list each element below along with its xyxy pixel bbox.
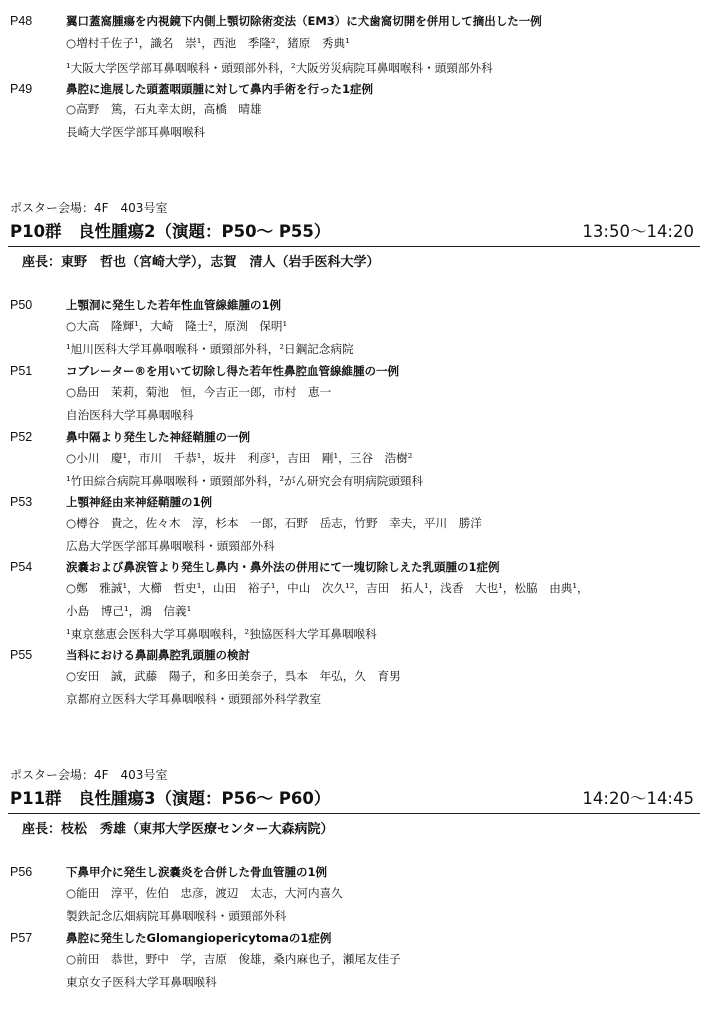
abstract-affiliation: ¹東京慈恵会医科大学耳鼻咽喉科，²独協医科大学耳鼻咽喉科 <box>66 627 377 641</box>
venue-label: ポスター会場：4F 403号室 <box>10 768 168 782</box>
abstract-number: P52 <box>10 430 33 444</box>
session-chair: 座長：東野 哲也（宮崎大学），志賀 清人（岩手医科大学） <box>22 255 380 270</box>
divider <box>8 813 700 814</box>
abstract-number: P49 <box>10 82 33 96</box>
abstract-authors: ○安田 誠，武藤 陽子，和多田美奈子，呉本 年弘，久 育男 <box>66 669 401 683</box>
abstract-number: P57 <box>10 931 33 945</box>
abstract-authors: ○島田 茉莉，菊池 恒，今吉正一郎，市村 恵一 <box>66 385 332 399</box>
session-title: P10群 良性腫瘍2（演題：P50〜 P55） <box>10 222 331 241</box>
abstract-affiliation: 製鉄記念広畑病院耳鼻咽喉科・頭頸部外科 <box>66 909 287 923</box>
abstract-authors: ○増村千佐子¹，識名 崇¹，西池 季隆²，猪原 秀典¹ <box>66 36 350 50</box>
abstract-number: P48 <box>10 14 33 28</box>
abstract-number: P53 <box>10 495 33 509</box>
abstract-title: 涙嚢および鼻涙管より発生し鼻内・鼻外法の併用にて一塊切除しえた乳頭腫の1症例 <box>66 560 500 574</box>
session-time: 14:20〜14:45 <box>582 789 694 808</box>
session-time: 13:50〜14:20 <box>582 222 694 241</box>
abstract-title: 翼口蓋窩腫瘍を内視鏡下内側上顎切除術変法（EM3）に犬歯窩切開を併用して摘出した一例 <box>66 14 542 28</box>
abstract-number: P55 <box>10 648 33 662</box>
abstract-authors: ○大高 隆輝¹，大崎 隆士²，原渕 保明¹ <box>66 319 288 333</box>
abstract-title: 上顎洞に発生した若年性血管線維腫の1例 <box>66 298 281 312</box>
abstract-authors-continued: 小島 博己¹，鴻 信義¹ <box>66 604 192 618</box>
abstract-number: P51 <box>10 364 33 378</box>
abstract-authors: ○樽谷 貴之，佐々木 淳，杉本 一郎，石野 岳志，竹野 幸夫，平川 勝洋 <box>66 516 482 530</box>
abstract-authors: ○高野 篤，石丸幸太朗，高橋 晴雄 <box>66 102 262 116</box>
abstract-affiliation: 東京女子医科大学耳鼻咽喉科 <box>66 975 217 989</box>
abstract-authors: ○能田 淳平，佐伯 忠彦，渡辺 太志，大河内喜久 <box>66 886 343 900</box>
session-chair: 座長：枝松 秀雄（東邦大学医療センター大森病院） <box>22 822 334 837</box>
venue-label: ポスター会場：4F 403号室 <box>10 201 168 215</box>
session-title: P11群 良性腫瘍3（演題：P56〜 P60） <box>10 789 331 808</box>
abstract-authors: ○小川 慶¹，市川 千恭¹，坂井 利彦¹，吉田 剛¹，三谷 浩樹² <box>66 451 413 465</box>
abstract-affiliation: 広島大学医学部耳鼻咽喉科・頭頸部外科 <box>66 539 275 553</box>
abstract-authors: ○前田 恭世，野中 学，吉原 俊雄，桑内麻也子，瀬尾友佳子 <box>66 952 401 966</box>
abstract-title: 当科における鼻副鼻腔乳頭腫の検討 <box>66 648 250 662</box>
abstract-affiliation: 自治医科大学耳鼻咽喉科 <box>66 408 194 422</box>
session-header <box>0 220 708 244</box>
abstract-number: P56 <box>10 865 33 879</box>
abstract-title: 鼻腔に進展した頭蓋咽頭腫に対して鼻内手術を行った1症例 <box>66 82 373 96</box>
abstract-number: P50 <box>10 298 33 312</box>
abstract-title: コブレーター®を用いて切除し得た若年性鼻腔血管線維腫の一例 <box>66 364 400 378</box>
abstract-affiliation: ¹大阪大学医学部耳鼻咽喉科・頭頸部外科，²大阪労災病院耳鼻咽喉科・頭頸部外科 <box>66 61 493 75</box>
abstract-title: 鼻腔に発生したGlomangiopericytomaの1症例 <box>66 931 332 945</box>
abstract-affiliation: ¹竹田綜合病院耳鼻咽喉科・頭頸部外科，²がん研究会有明病院頭頸科 <box>66 474 424 488</box>
session-header <box>0 787 708 811</box>
abstract-affiliation: 長崎大学医学部耳鼻咽喉科 <box>66 125 206 139</box>
abstract-affiliation: ¹旭川医科大学耳鼻咽喉科・頭頸部外科，²日鋼記念病院 <box>66 342 354 356</box>
abstract-title: 下鼻甲介に発生し涙嚢炎を合併した骨血管腫の1例 <box>66 865 327 879</box>
abstract-authors: ○鄭 雅誠¹，大櫛 哲史¹，山田 裕子¹，中山 次久¹²，吉田 拓人¹，浅香 大也¹，松脇 由典¹， <box>66 581 589 595</box>
abstract-title: 上顎神経由来神経鞘腫の1例 <box>66 495 213 509</box>
divider <box>8 246 700 247</box>
abstract-title: 鼻中隔より発生した神経鞘腫の一例 <box>66 430 250 444</box>
abstract-affiliation: 京都府立医科大学耳鼻咽喉科・頭頸部外科学教室 <box>66 692 322 706</box>
abstract-number: P54 <box>10 560 33 574</box>
